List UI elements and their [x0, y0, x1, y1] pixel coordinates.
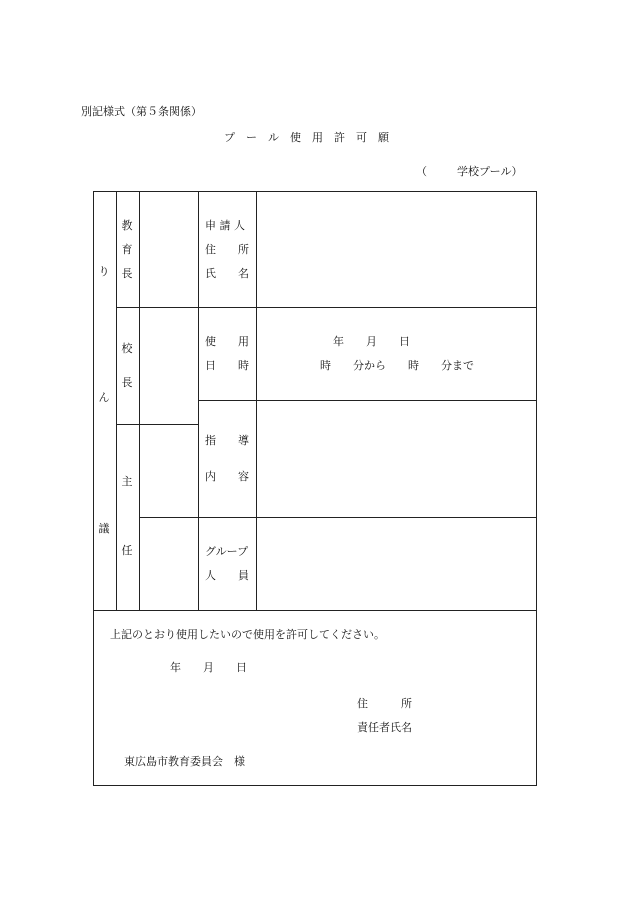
ringi-char-2: ん [98, 391, 110, 404]
datetime-label: 日 時 [205, 359, 249, 372]
kyoikucho-char-2: 育 [121, 243, 133, 256]
usage-date-line: 年 月 日 [333, 335, 410, 348]
request-statement: 上記のとおり使用したいので使用を許可してください。 [110, 628, 385, 641]
school-pool-open: （ [416, 165, 427, 178]
table-border-top [93, 191, 537, 192]
group-label: グループ [205, 545, 249, 558]
form-number: 別記様式（第５条関係） [81, 105, 202, 118]
kyoikucho-char-1: 教 [121, 219, 133, 232]
school-pool-label: 学校プール） [457, 165, 523, 178]
page-title: プ ー ル 使 用 許 可 願 [224, 131, 389, 144]
addressee: 東広島市教育委員会 様 [124, 755, 245, 768]
row-line-datetime [198, 400, 536, 401]
members-label: 人 員 [205, 569, 249, 582]
usage-time-line: 時 分から 時 分まで [320, 359, 474, 372]
shunin-char-2: 任 [121, 544, 133, 557]
usage-label: 使 用 [205, 335, 249, 348]
applicant-label: 申 請 人 [205, 219, 245, 232]
request-date: 年 月 日 [170, 661, 247, 674]
row-line-guidance [139, 517, 536, 518]
address-label: 住 所 [205, 243, 249, 256]
table-border-right [536, 191, 537, 786]
table-footer-divider [93, 610, 537, 611]
col-line-1 [116, 191, 117, 610]
name-label: 氏 名 [205, 267, 249, 280]
kocho-char-2: 長 [121, 376, 133, 389]
applicant-address-label: 住 所 [357, 697, 412, 710]
ringi-char-3: 議 [98, 522, 110, 535]
kocho-char-1: 校 [121, 342, 133, 355]
row-line-principal [116, 424, 198, 425]
responsible-name-label: 責任者氏名 [357, 721, 412, 734]
content-label: 内 容 [205, 470, 249, 483]
col-line-2 [139, 191, 140, 610]
table-border-left [93, 191, 94, 786]
ringi-char-1: り [98, 265, 110, 278]
kyoikucho-char-3: 長 [121, 267, 133, 280]
shunin-char-1: 主 [121, 475, 133, 488]
guidance-label: 指 導 [205, 434, 249, 447]
table-border-bottom [93, 785, 537, 786]
row-line-applicant [116, 307, 536, 308]
